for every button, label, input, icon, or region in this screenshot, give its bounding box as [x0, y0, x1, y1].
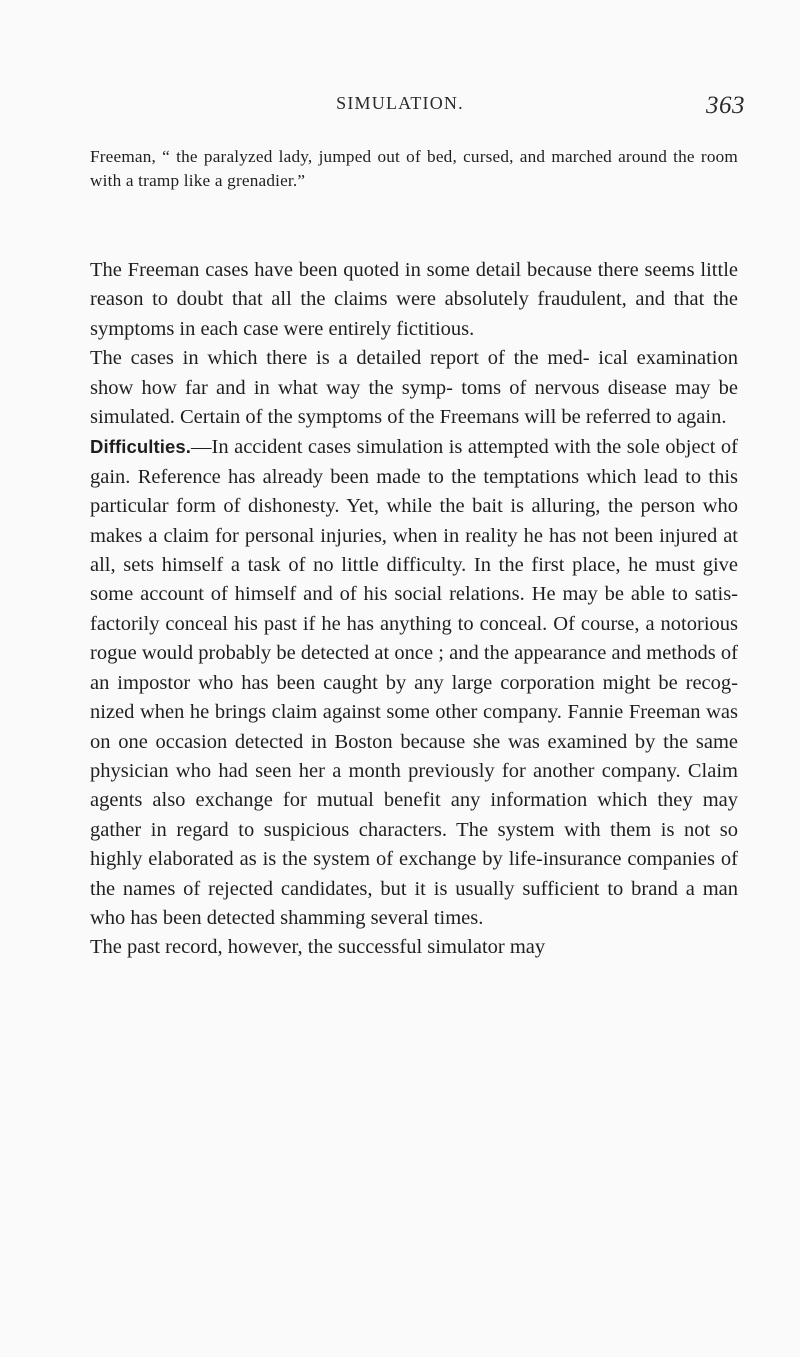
running-head: SIMULATION. — [336, 93, 464, 113]
page-number: 363 — [706, 92, 745, 119]
paragraph-freeman-cases: The Freeman cases have been quoted in some detail because there seems little reason to doubt that all the claims were absolutely fraudulent, and that the symptoms in each case were entirely fictitious. — [90, 259, 738, 340]
paragraph-past-record: The past record, however, the successful simulator may — [90, 936, 546, 959]
intro-quote-paragraph: Freeman, “ the paralyzed lady, jumped out of bed, cursed, and marched around the room with a tramp like a grenadier.” — [90, 147, 738, 190]
paragraph-difficulties — [90, 432, 738, 933]
section-heading-difficulties: Difficulties. — [90, 436, 192, 458]
paragraph-difficulties-text: —In accident cases simulation is attempted with the sole object of gain. Reference has already been made to the temptations which lead to this particular form of dishonesty. Yet, while the bait is alluring, the person who makes a claim for personal injuries, when in reality he has not been injured at all, sets himself a task of no little difficulty. In the first place, he must give some account of himself and of his social relations. He may be able to satis- factorily conceal his past if he has anything to conceal. Of course, a notorious rogue would probably be detected at once ; and the appearance and methods of an impostor who has been caught by any large corporation might be recog- nized when he brings claim against some other company. Fannie Freeman was on one occasion detected in Boston because she was examined by the same physician who had seen her a month previously for another company. Claim agents also exchange for mutual benefit any information which they may gather in regard to suspicious characters. The system with them is not so highly elaborated as is the system of exchange by life-insurance companies of the names of rejected candidates, but it is usually sufficient to brand a man who has been detected shamming several times. — [90, 436, 738, 929]
paragraph-medical-examination: The cases in which there is a detailed report of the med- ical examination show how far and in what way the symp- toms of nervous disease may be simulated. Certain of the symptoms of the Freemans will be referred to again. — [90, 347, 738, 429]
body-text — [90, 256, 738, 963]
